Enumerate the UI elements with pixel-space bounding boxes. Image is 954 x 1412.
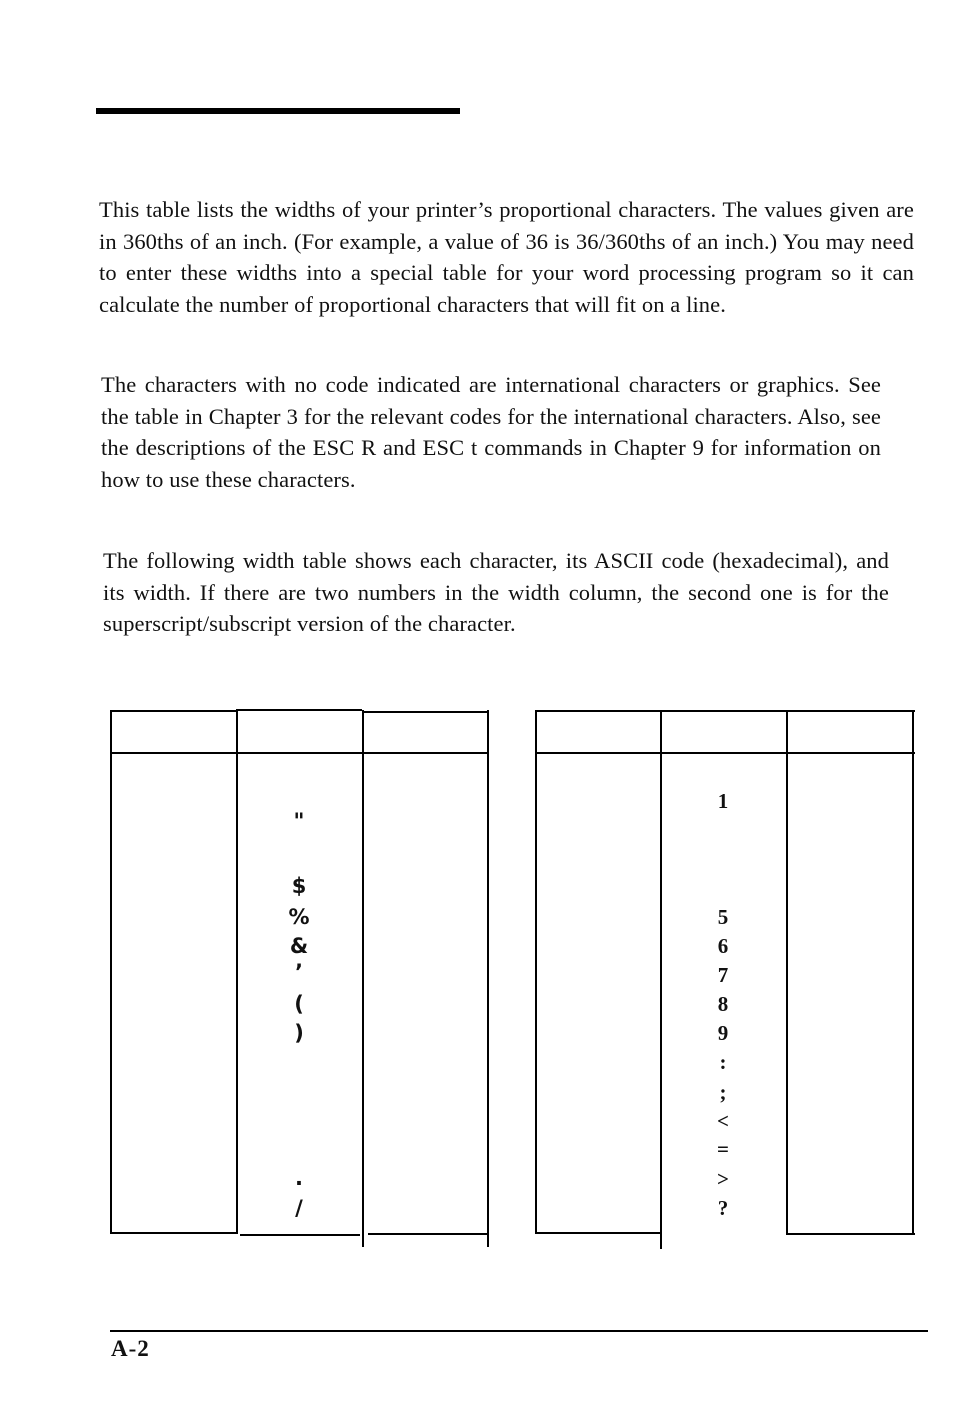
table-top-rule (110, 710, 236, 712)
table-top-rule (362, 711, 488, 713)
table-cell-character: 1 (717, 789, 729, 813)
table-cell-character: ( (294, 992, 304, 1016)
table-bottom-rule (535, 1232, 660, 1234)
table-cell-character: 8 (717, 992, 729, 1016)
table-cell-character: : (719, 1050, 727, 1074)
table-cell-character: 9 (717, 1021, 729, 1045)
table-cell-character: ; (719, 1080, 727, 1104)
table-border-right (487, 710, 489, 1247)
table-bottom-rule (368, 1233, 487, 1235)
table-cell-character: ) (294, 1021, 304, 1045)
table-cell-character: % (288, 905, 310, 929)
table-cell-character: ? (717, 1196, 729, 1220)
table-cell-character: = (717, 1137, 729, 1161)
section-heading-rule (96, 108, 460, 114)
table-cell-character: 5 (717, 905, 729, 929)
table-border-right (912, 710, 914, 1234)
table-cell-character: ’ (295, 960, 303, 984)
footer-rule (110, 1330, 928, 1332)
intro-paragraph: This table lists the widths of your printer’s proportional characters. The values given are in 360ths of an inch. (For example, a value of 36 is 36/360ths of an inch.) You may need to enter these widths into a special table for your word processing program so it can calculate the number of proportional characters that will fit on a line. (99, 197, 914, 317)
width-table-description-paragraph: The following width table shows each character, its ASCII code (hexadecimal), and its width. If there are two numbers in the width column, the second one is for the superscript/subscript version of the character. (103, 548, 889, 636)
table-border-left (535, 710, 537, 1234)
width-table-right (535, 710, 915, 1247)
character-column (660, 710, 786, 1234)
table-cell-character: $ (291, 874, 307, 898)
width-table-left (110, 710, 490, 1247)
column-divider (362, 710, 364, 1247)
table-cell-character: . (295, 1166, 303, 1190)
page-number: A-2 (111, 1336, 150, 1361)
column-divider (786, 710, 788, 1234)
table-bottom-rule (240, 1234, 360, 1236)
international-characters-paragraph: The characters with no code indicated are international characters or graphics. See the table in Chapter 3 for the relevant codes for the international characters. Also, see the descriptions of the ESC R and ESC t commands in Chapter 9 for information on how to use these characters. (101, 372, 881, 492)
table-cell-character: 6 (717, 934, 729, 958)
table-cell-character: & (289, 934, 309, 958)
table-border-left (110, 710, 112, 1234)
table-bottom-rule (786, 1233, 915, 1235)
table-cell-character: > (717, 1167, 729, 1191)
table-cell-character: " (293, 809, 305, 833)
table-cell-character: / (295, 1196, 303, 1220)
table-cell-character: 7 (717, 963, 729, 987)
character-column (236, 710, 362, 1234)
table-cell-character: < (717, 1109, 729, 1133)
table-bottom-rule (110, 1232, 236, 1234)
